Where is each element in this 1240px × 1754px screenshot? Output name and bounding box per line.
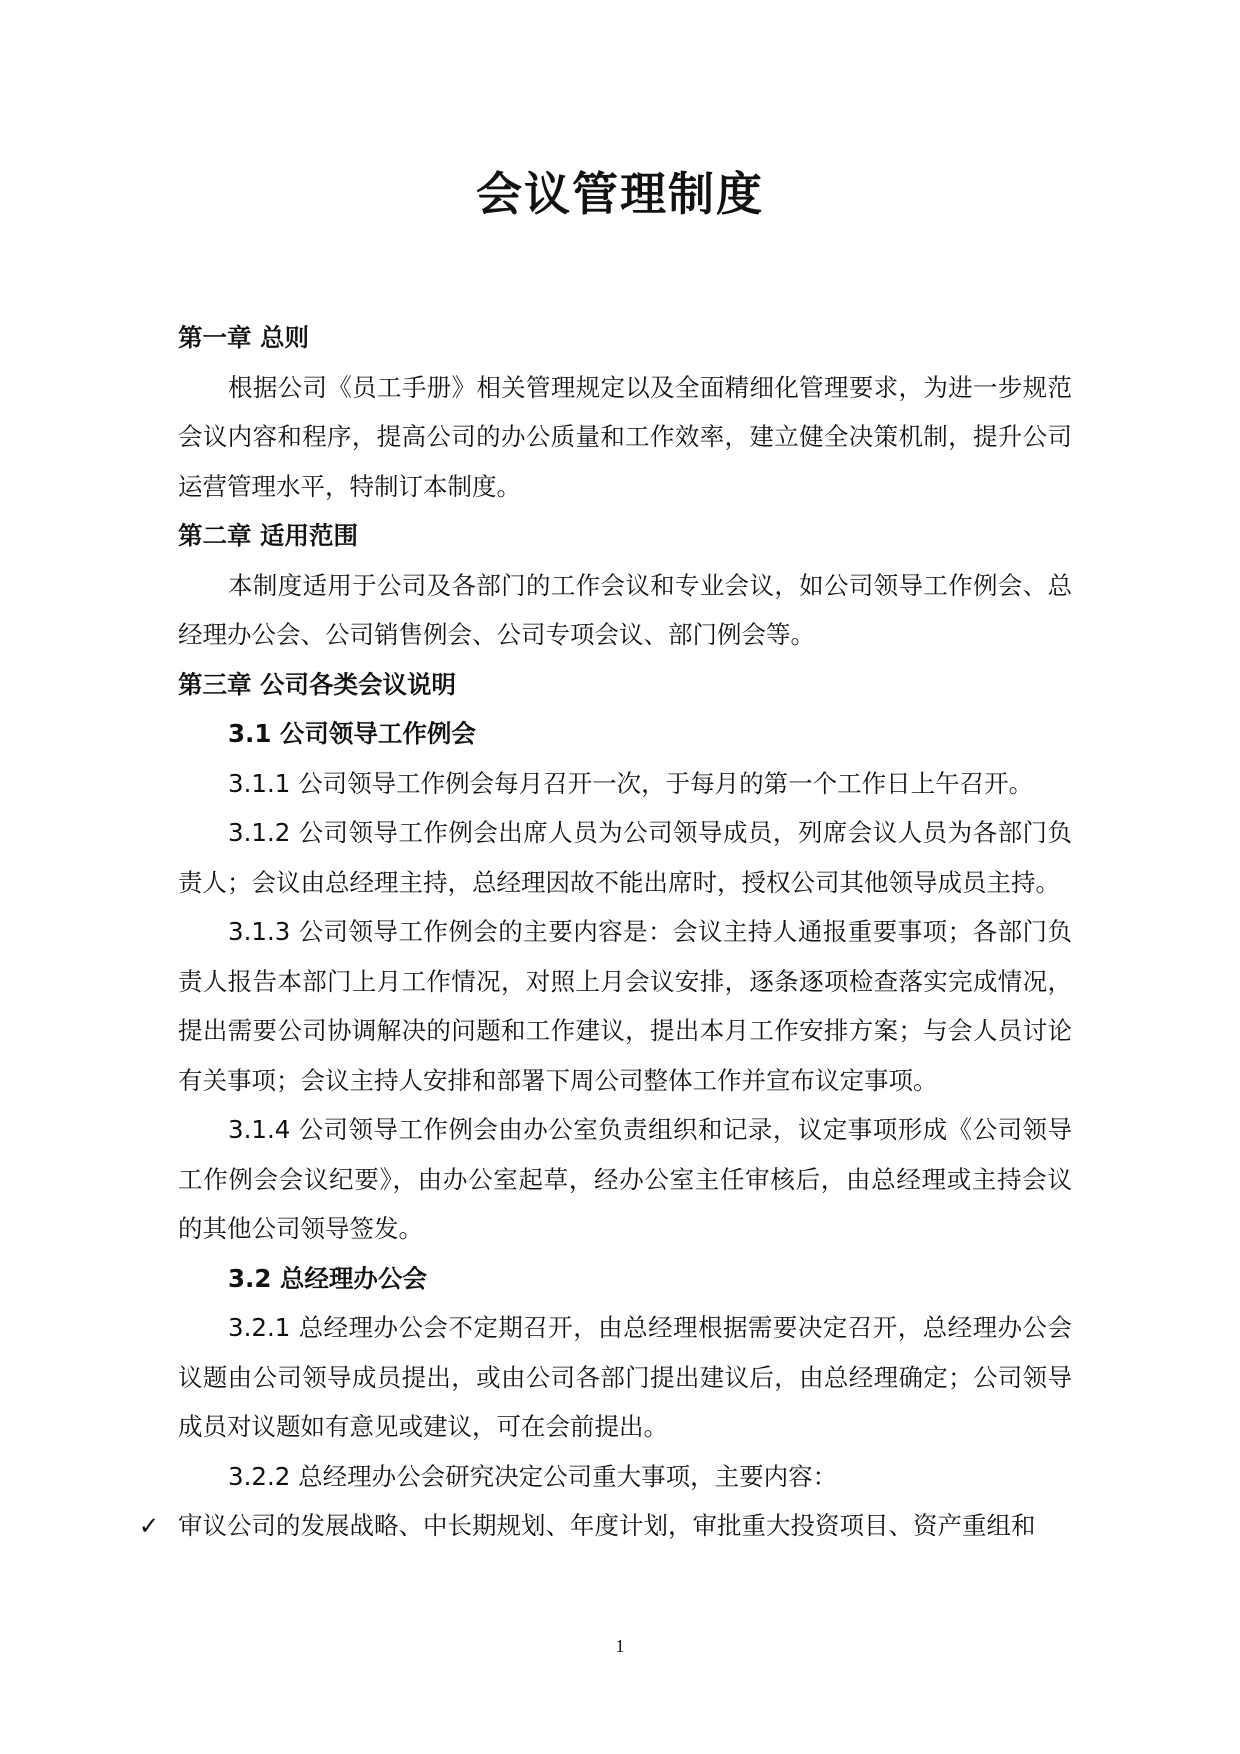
paragraph: 3.1.1 公司领导工作例会每月召开一次，于每月的第一个工作日上午召开。	[228, 768, 1034, 798]
bullet-item	[138, 1501, 1072, 1551]
page-number: 1	[615, 1636, 625, 1656]
checkmark-icon: ✓	[138, 1511, 160, 1540]
paragraph: 3.1.2 公司领导工作例会出席人员为公司领导成员，列席会议人员为各部门负责人；会议由总经理主持，总经理因故不能出席时，授权公司其他领导成员主持。	[178, 818, 1072, 897]
section-heading: 3.1 公司领导工作例会	[228, 719, 476, 748]
bullet-text: 审议公司的发展战略、中长期规划、年度计划，审批重大投资项目、资产重组和	[178, 1511, 1036, 1540]
paragraph: 3.2.1 总经理办公会不定期召开，由总经理根据需要决定召开，总经理办公会议题由公司领导成员提出，或由公司各部门提出建议后，由总经理确定；公司领导成员对议题如有意见或建议，可在会前提出。	[178, 1313, 1072, 1441]
paragraph: 3.1.3 公司领导工作例会的主要内容是：会议主持人通报重要事项；各部门负责人报告本部门上月工作情况，对照上月会议安排，逐条逐项检查落实完成情况，提出需要公司协调解决的问题和工作建议，提出本月工作安排方案；与会人员讨论有关事项；会议主持人安排和部署下周公司整体工作并宣布议定事项。	[178, 917, 1072, 1095]
paragraph: 3.2.2 总经理办公会研究决定公司重大事项，主要内容：	[228, 1461, 838, 1491]
chapter-heading: 第一章 总则	[178, 323, 310, 352]
page-title: 会议管理制度	[476, 167, 764, 221]
paragraph: 3.1.4 公司领导工作例会由办公室负责组织和记录，议定事项形成《公司领导工作例会会议纪要》，由办公室起草，经办公室主任审核后，由总经理或主持会议的其他公司领导签发。	[178, 1115, 1072, 1243]
section-heading: 3.2 总经理办公会	[228, 1263, 427, 1293]
paragraph: 根据公司《员工手册》相关管理规定以及全面精细化管理要求，为进一步规范会议内容和程序，提高公司的办公质量和工作效率，建立健全决策机制，提升公司运营管理水平，特制订本制度。	[178, 372, 1072, 501]
chapter-heading: 第三章 公司各类会议说明	[178, 669, 457, 699]
document-body	[138, 313, 1072, 1551]
paragraph: 本制度适用于公司及各部门的工作会议和专业会议，如公司领导工作例会、总经理办公会、公司销售例会、公司专项会议、部门例会等。	[178, 570, 1072, 649]
chapter-heading: 第二章 适用范围	[178, 521, 359, 550]
